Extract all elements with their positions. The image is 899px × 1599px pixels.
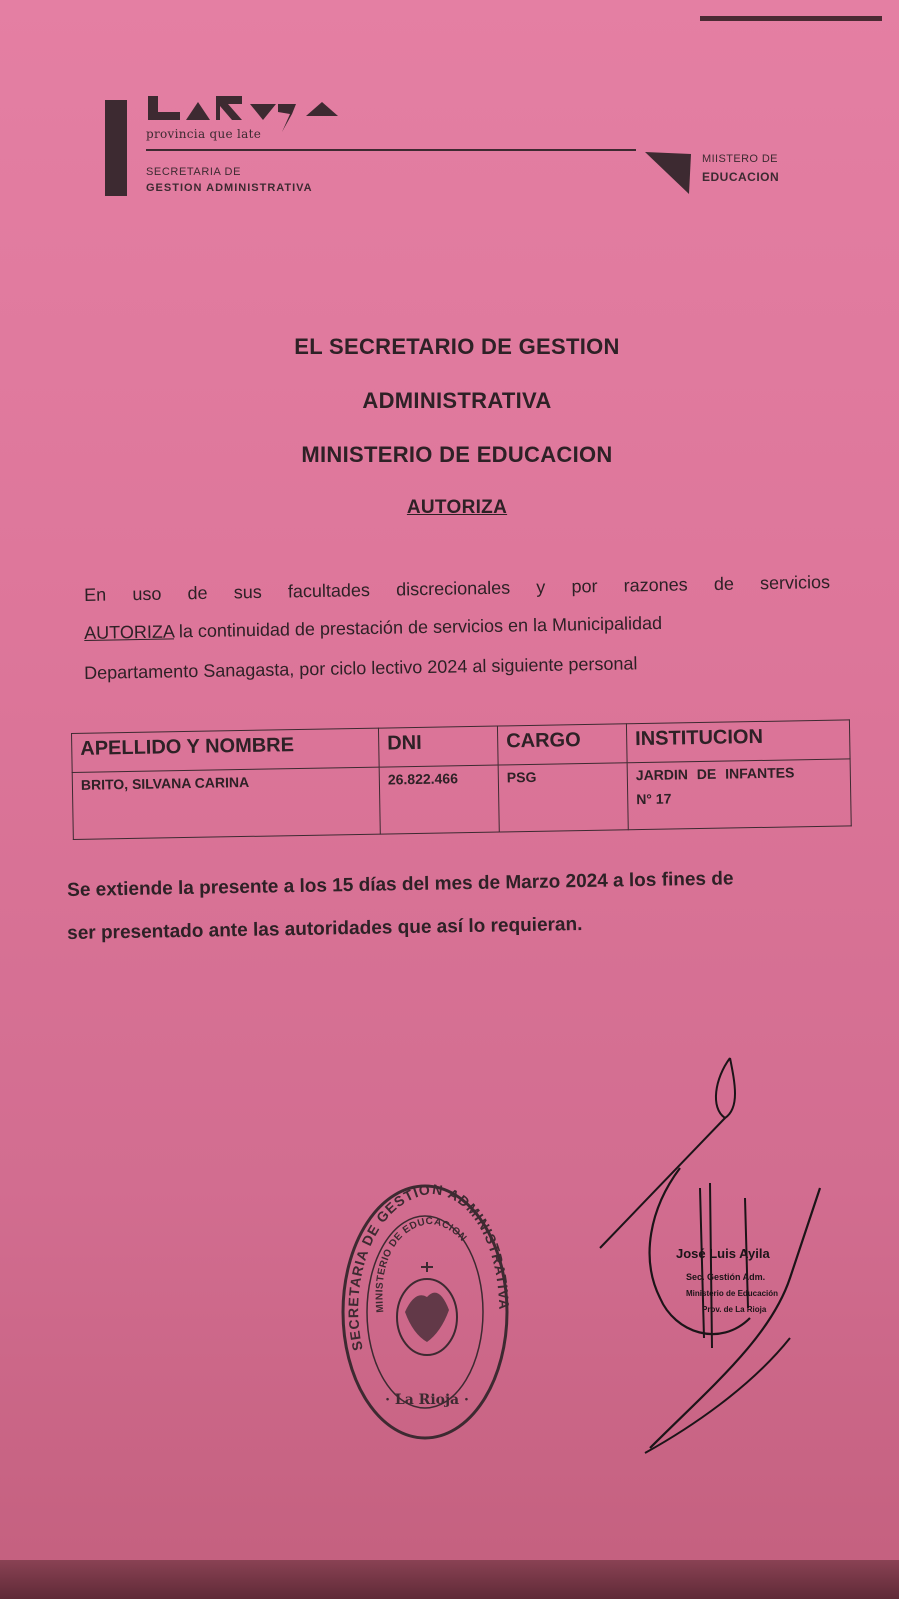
handwritten-signature bbox=[590, 1048, 830, 1468]
svg-text:Prov. de La Rioja: Prov. de La Rioja bbox=[702, 1305, 767, 1314]
personnel-table bbox=[71, 719, 852, 840]
secretaria-label: SECRETARIA DE bbox=[146, 166, 242, 178]
body-line-2-text: la continuidad de prestación de servicios en la Municipalidad bbox=[173, 612, 663, 642]
body-line-2 bbox=[84, 613, 662, 644]
col-header-institucion: INSTITUCION bbox=[626, 720, 850, 763]
header-rule bbox=[146, 149, 636, 151]
ministerio-logo-mark bbox=[645, 152, 693, 196]
official-seal-stamp bbox=[335, 1172, 515, 1442]
col-header-dni: DNI bbox=[378, 726, 498, 767]
body-autoriza-word: AUTORIZA bbox=[84, 621, 175, 643]
title-line-1: EL SECRETARIO DE GESTION bbox=[294, 334, 620, 359]
svg-text:MINISTERIO DE EDUCACION: MINISTERIO DE EDUCACION bbox=[374, 1215, 469, 1313]
title-line-2: ADMINISTRATIVA bbox=[362, 388, 552, 413]
top-rule bbox=[700, 16, 882, 21]
body-line-3: Departamento Sanagasta, por ciclo lectivo 2024 al siguiente personal bbox=[84, 653, 638, 683]
ministerio-name: EDUCACION bbox=[702, 170, 780, 184]
svg-text:Sec. Gestión Adm.: Sec. Gestión Adm. bbox=[686, 1272, 766, 1282]
la-rioja-logo bbox=[146, 92, 358, 132]
table-row bbox=[72, 759, 851, 840]
cell-dni: 26.822.466 bbox=[379, 765, 499, 834]
cell-cargo: PSG bbox=[498, 763, 628, 832]
cell-nombre: BRITO, SILVANA CARINA bbox=[72, 767, 380, 839]
autoriza-heading: AUTORIZA bbox=[406, 497, 508, 518]
closing-line-1: Se extiende la presente a los 15 días del mes de Marzo 2024 a los fines de bbox=[67, 868, 734, 901]
cell-institucion bbox=[627, 759, 851, 830]
svg-text:José Luis Ayila: José Luis Ayila bbox=[676, 1246, 770, 1261]
personnel-table-wrap bbox=[71, 719, 852, 840]
body-line-1: En uso de sus facultades discrecionales y por razones de servicios bbox=[84, 571, 831, 605]
ministerio-label: MIISTERO DE bbox=[702, 153, 778, 165]
svg-text:Ministerio de Educación: Ministerio de Educación bbox=[686, 1289, 779, 1298]
title-line-3: MINISTERIO DE EDUCACION bbox=[301, 442, 613, 467]
svg-text:SECRETARIA DE GESTION ADMINIST: SECRETARIA DE GESTION ADMINISTRATIVA bbox=[345, 1180, 513, 1353]
logo-tagline: provincia que late bbox=[146, 127, 262, 141]
header-bar bbox=[105, 100, 127, 196]
col-header-cargo: CARGO bbox=[497, 724, 627, 765]
col-header-nombre: APELLIDO Y NOMBRE bbox=[72, 728, 380, 772]
table-surface-edge bbox=[0, 1560, 899, 1599]
svg-text:· La Rioja ·: · La Rioja · bbox=[385, 1392, 469, 1408]
secretaria-name: GESTION ADMINISTRATIVA bbox=[146, 182, 313, 194]
closing-line-2: ser presentado ante las autoridades que así lo requieran. bbox=[67, 914, 583, 944]
cell-institucion-line-2: N° 17 bbox=[636, 790, 672, 808]
cell-institucion-line-1: JARDIN DE INFANTES bbox=[635, 764, 795, 784]
